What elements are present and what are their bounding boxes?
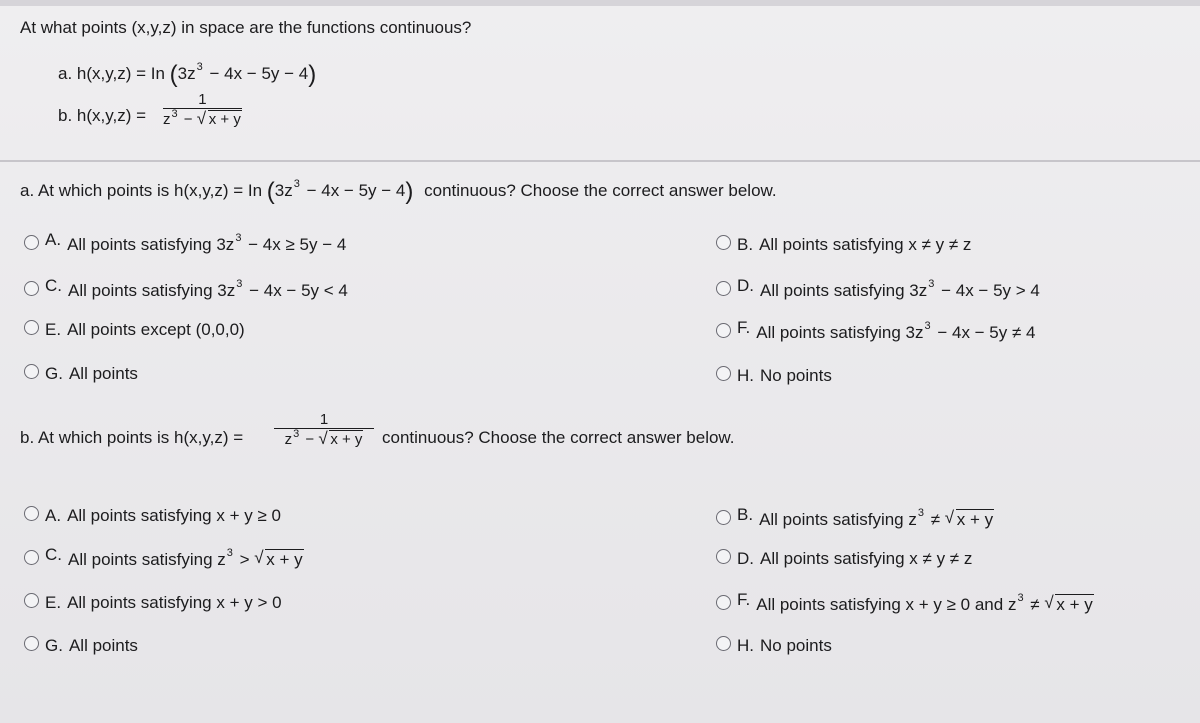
part-b-fraction: $\frac{1}{z^3 - √ x + y}$	[274, 411, 374, 448]
part-b-option-A[interactable]: A. All points satisfying x + y ≥ 0	[24, 506, 281, 526]
radio-button[interactable]	[24, 593, 39, 608]
part-a-option-E[interactable]: E. All points except (0,0,0)	[24, 320, 245, 340]
part-b-option-D[interactable]: D. All points satisfying x ≠ y ≠ z	[716, 549, 972, 569]
part-b-option-B[interactable]: B. All points satisfying $z^3$ ≠ √ x + y	[716, 510, 994, 530]
fraction-numerator: 1	[198, 91, 207, 108]
radio-button[interactable]	[24, 320, 39, 335]
part-b-option-G[interactable]: G. All points	[24, 636, 138, 656]
part-b-option-F[interactable]: F. All points satisfying x + y ≥ 0 and $z^3$ ≠ √ x + y	[716, 595, 1094, 615]
function-b-prefix: b. h(x,y,z) =	[58, 106, 147, 125]
fraction-denominator: $z^3$ − √ x + y	[163, 109, 242, 128]
part-b-option-E[interactable]: E. All points satisfying x + y > 0	[24, 593, 282, 613]
part-b-prompt-pre: b. At which points is h(x,y,z) =	[20, 428, 244, 447]
part-a-option-D[interactable]: D. All points satisfying $3z^3 - 4x - 5y > 4$	[716, 281, 1040, 301]
part-a-option-H[interactable]: H. No points	[716, 366, 832, 386]
radio-button[interactable]	[24, 636, 39, 651]
radio-button[interactable]	[24, 550, 39, 565]
part-b-prompt-post: continuous? Choose the correct answer below.	[382, 428, 735, 447]
part-a-option-G[interactable]: G. All points	[24, 364, 138, 384]
part-a-option-F[interactable]: F. All points satisfying $3z^3 - 4x - 5y \ne 4$	[716, 323, 1036, 343]
radio-button[interactable]	[24, 281, 39, 296]
part-a-option-A[interactable]: A. All points satisfying $3z^3 - 4x \ge 5y - 4$	[24, 235, 346, 255]
section-divider-1	[0, 160, 1200, 162]
radio-button[interactable]	[716, 281, 731, 296]
function-a-inner-post: − 4x − 5y − 4	[204, 64, 309, 83]
part-a-option-C[interactable]: C. All points satisfying $3z^3 - 4x - 5y < 4$	[24, 281, 348, 301]
question-text: At what points (x,y,z) in space are the functions continuous?	[20, 18, 472, 37]
radio-button[interactable]	[716, 323, 731, 338]
radio-button[interactable]	[716, 595, 731, 610]
part-a-prompt: a. At which points is h(x,y,z) = In $(3z^3 - 4x - 5y - 4)$ continuous? Choose the correct answer below.	[20, 178, 777, 205]
open-paren: (	[169, 61, 178, 88]
part-a-option-B[interactable]: B. All points satisfying x ≠ y ≠ z	[716, 235, 971, 255]
function-a-prefix: a. h(x,y,z) = In	[58, 64, 165, 83]
top-border	[0, 0, 1200, 6]
radio-button[interactable]	[716, 235, 731, 250]
exponent: 3	[196, 61, 203, 73]
radio-button[interactable]	[24, 506, 39, 521]
radio-button[interactable]	[716, 636, 731, 651]
radio-button[interactable]	[24, 235, 39, 250]
function-a	[58, 63, 316, 87]
part-b-option-C[interactable]: C. All points satisfying $z^3$ > √ x + y	[24, 550, 304, 570]
function-b-fraction	[163, 91, 242, 128]
part-b-option-H[interactable]: H. No points	[716, 636, 832, 656]
close-paren: )	[308, 61, 317, 88]
radio-button[interactable]	[24, 364, 39, 379]
function-a-inner-pre: 3z	[177, 64, 196, 83]
radio-button[interactable]	[716, 366, 731, 381]
radio-button[interactable]	[716, 510, 731, 525]
radio-button[interactable]	[716, 549, 731, 564]
